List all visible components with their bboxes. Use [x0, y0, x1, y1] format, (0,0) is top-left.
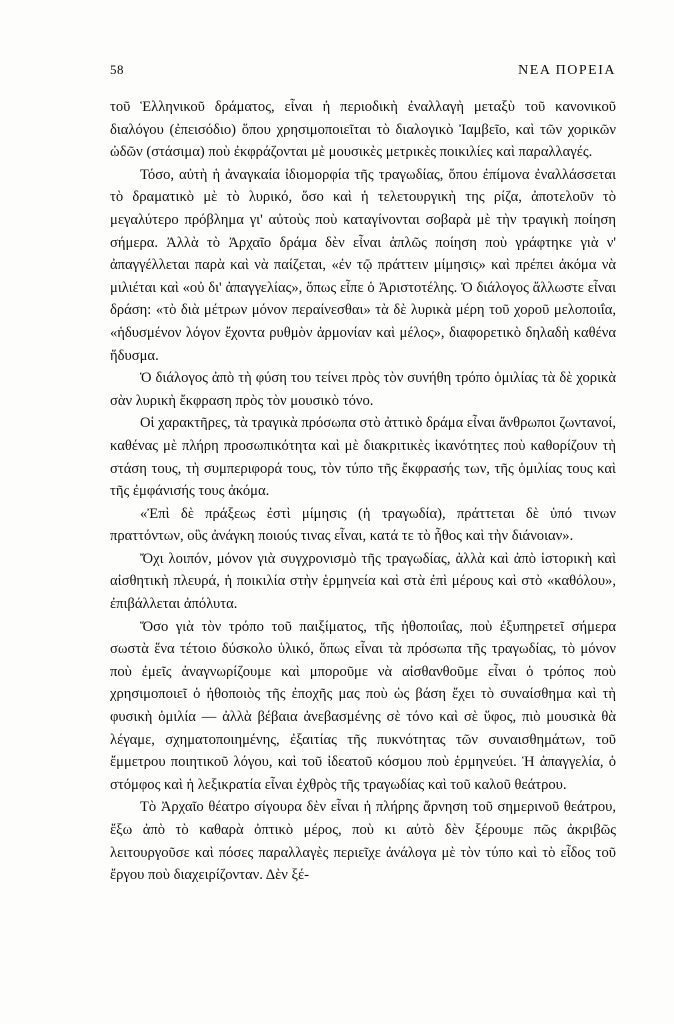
paragraph: Τὸ Ἀρχαῖο θέατρο σίγουρα δὲν εἶναι ἡ πλήρης ἄρνηση τοῦ σημερινοῦ θεάτρου, ἔξω ἀπὸ τὸ καθαρὰ ὀπτικὸ μέρος, ποὺ κι αὐτὸ δὲν ξέρουμε πῶς ἀκριβῶς λειτουργοῦσε καὶ πόσες παραλλαγὲς περιεῖχε ἀνάλογα μὲ τὸν τύπο καὶ τὸ εἶδος τοῦ ἔργου ποὺ διαχειρίζονταν. Δὲν ξέ- — [110, 799, 616, 884]
paragraph: Ὅσο γιὰ τὸν τρόπο τοῦ παιξίματος, τῆς ἠθοποιΐας, ποὺ ἐξυπηρετεῖ σήμερα σωστὰ ἕνα τέτοιο δύσκολο ὑλικό, ὅπως εἶναι τὰ πρόσωπα τῆς τραγωδίας, τὸ μόνον ποὺ ἐμεῖς ἀναγνωρίζουμε καὶ μποροῦμε νὰ αἰσθανθοῦμε εἶναι ὁ τρόπος ποὺ χρησιμοποιεῖ ὁ ἠθοποιὸς τῆς ἐποχῆς μας ποὺ ὡς βάση ἔχει τὸ συναίσθημα καὶ τὴ φυσικὴ ὁμιλία — ἀλλὰ βέβαια ἀνεβασμένης σὲ τόνο καὶ σὲ ὕφος, πιὸ μουσικὰ θὰ λέγαμε, σχηματοποιημένης, ἐξαιτίας τῆς πυκνότητας τῶν συναισθημάτων, τοῦ ἔμμετρου ποιητικοῦ λόγου, καὶ τοῦ ἰδεατοῦ κόσμου ποὺ ἑρμηνεύει. Ἡ ἀπαγγελία, ὁ στόμφος καὶ ἡ λεξικρατία εἶναι ἐχθρὸς τῆς τραγωδίας καὶ τοῦ καλοῦ θεάτρου. — [110, 618, 616, 793]
paragraph: Ὁ διάλογος ἀπὸ τὴ φύση του τείνει πρὸς τὸν συνήθη τρόπο ὁμιλίας τὰ δὲ χορικὰ σὰν λυρικὴ ἔκφραση πρὸς τὸν μουσικὸ τόνο. — [110, 370, 616, 409]
paragraph: Ὄχι λοιπόν, μόνον γιὰ συγχρονισμὸ τῆς τραγωδίας, ἀλλὰ καὶ ἀπὸ ἱστορικὴ καὶ αἰσθητικὴ πλευρά, ἡ ποικιλία στὴν ἑρμηνεία καὶ στὰ ἐπὶ μέρους καὶ στὸ «καθόλου», ἐπιβάλλεται ἀπόλυτα. — [110, 550, 616, 613]
article-body — [110, 96, 616, 887]
running-header — [110, 62, 616, 82]
paragraph: Τόσο, αὐτὴ ἡ ἀναγκαία ἰδιομορφία τῆς τραγωδίας, ὅπου ἐπίμονα ἐναλλάσσεται τὸ δραματικὸ μὲ τὸ λυρικό, ὅσο καὶ ἡ τελετουργικὴ της ρίζα, ἀποτελοῦν τὸ μεγαλύτερο πρόβλημα γι' αὐτοὺς ποὺ καταγίνονται σοβαρὰ μὲ τὴν τραγικὴ ποίηση σήμερα. Ἀλλὰ τὸ Ἀρχαῖο δράμα δὲν εἶναι ἁπλῶς ποίηση ποὺ γράφτηκε γιὰ ν' ἀπαγγέλλεται παρὰ καὶ νὰ παίζεται, «ἐν τῷ πράττειν μίμησις» καὶ πρέπει ἀκόμα νὰ μιλιέται καὶ «οὐ δι' ἀπαγγελίας», ὅπως εἶπε ὁ Ἀριστοτέλης. Ὁ διάλογος ἄλλωστε εἶναι δράση: «τὸ διὰ μέτρων μόνον περαίνεσθαι» τὰ δὲ λυρικὰ μέρη τοῦ χοροῦ μελοποιΐα, «ἡδυσμένον λόγον ἔχοντα ρυθμὸν ἁρμονίαν καὶ μέλος», διαφορετικὸ δηλαδὴ καθένα ἥδυσμα. — [110, 166, 616, 364]
page-number: 58 — [110, 62, 124, 77]
journal-title: ΝΕΑ ΠΟΡΕΙΑ — [518, 63, 616, 78]
paragraph-continued: τοῦ Ἑλληνικοῦ δράματος, εἶναι ἡ περιοδικὴ ἐναλλαγὴ μεταξὺ τοῦ κανονικοῦ διαλόγου (ἐπεισόδιο) ὅπου χρησιμοποιεῖται τὸ διαλογικὸ Ἰαμβεῖο, καὶ τῶν χορικῶν ὠδῶν (στάσιμα) ποὺ ἐκφράζονται μὲ μουσικὲς μετρικὲς ποικιλίες καὶ παραλλαγές. — [110, 99, 616, 161]
paragraph-quotation: «Ἐπὶ δὲ πράξεως ἐστὶ μίμησις (ἡ τραγωδία), πράττεται δὲ ὑπό τινων πραττόντων, οὓς ἀνάγκη ποιούς τινας εἶναι, κατά τε τὸ ἦθος καὶ τὴν διάνοιαν». — [110, 505, 616, 545]
paragraph: Οἱ χαρακτῆρες, τὰ τραγικὰ πρόσωπα στὸ ἀττικὸ δράμα εἶναι ἄνθρωποι ζωντανοί, καθένας μὲ πλήρη προσωπικότητα καὶ μὲ διακριτικὲς ἱκανότητες ποὺ καθορίζουν τὴ στάση τους, τὴ συμπεριφορά τους, τὸν τύπο τῆς ἔκφρασής των, τῆς ὁμιλίας τους καὶ τῆς ἐμφάνισής τους ἀκόμα. — [110, 415, 616, 500]
